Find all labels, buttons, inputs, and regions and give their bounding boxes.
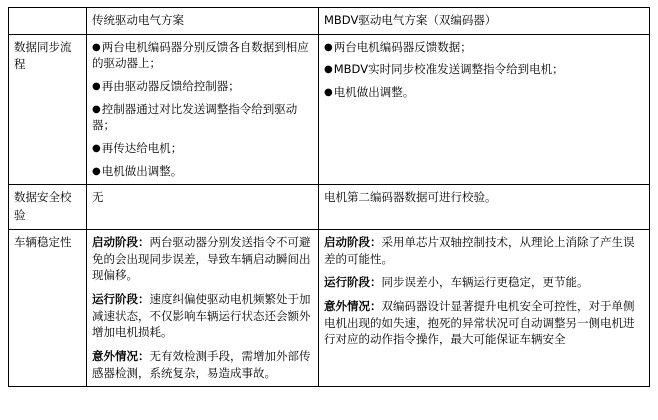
list-item [324,39,644,56]
paragraph-lead: 意外情况： [324,298,382,313]
paragraph-text: 同步误差小，车辆运行更稳定，更节能。 [381,275,589,290]
paragraph-lead: 启动阶段： [92,234,150,249]
list-item-text: MBDV实时同步校准发送调整指令给到电机； [333,62,564,77]
list-item [92,140,313,157]
paragraph-lead: 启动阶段： [324,234,382,249]
paragraph-lead: 意外情况： [92,348,150,363]
paragraph-text: 采用单芯片双轴控制技术，从理论上消除了产生误差的可能性。 [324,234,635,266]
paragraph-text: 两台驱动器分别发送指令不可避免的会出现同步误差，导致车辆启动瞬间出现偏移。 [92,234,311,283]
list-item [324,61,644,78]
header-traditional-scheme: 传统驱动电气方案 [87,8,319,35]
header-mbdv-scheme: MBDV驱动电气方案（双编码器） [319,8,650,35]
list-item [92,101,313,134]
table-row-vehicle-stability [9,229,650,386]
table-header-row [9,8,650,35]
cell-data-safety-mbdv: 电机第二编码器数据可进行校验。 [319,185,650,230]
table-row-data-safety [9,185,650,230]
list-item-text: 控制器通过对比发送调整指令给到驱动器； [92,101,298,133]
list-item [324,84,644,101]
comparison-table [8,7,650,387]
list-item-text: 再由驱动器反馈给控制器； [101,79,240,94]
cell-data-sync-mbdv [319,34,650,185]
cell-vehicle-stability-mbdv [319,229,650,386]
bullet-icon: ● [324,64,333,76]
paragraph-text: 无有效检测手段，需增加外部传感器检测，系统复杂，易造成事故。 [92,348,311,380]
paragraph [324,298,644,348]
list-item-text: 再传达给电机； [101,141,183,156]
paragraph-text: 速度纠偏使驱动电机频繁处于加减速状态，不仅影响车辆运行状态还会额外增加电机损耗。 [92,291,311,340]
list-item-text: 两台电机编码器分别反馈各自数据到相应的驱动器上； [92,39,309,71]
comparison-document [0,7,658,420]
bullet-icon: ● [92,103,101,115]
cell-data-sync-traditional [87,34,319,185]
row-label-data-sync: 数据同步流程 [9,34,87,185]
paragraph [92,348,313,381]
paragraph-text: 双编码器设计显著提升电机安全可控性，对于单侧电机出现的如失速，抱死的异常状况可自动调整另一侧电机进行对应的动作指令操作，最大可能保证车辆安全 [324,298,635,347]
paragraph-lead: 运行阶段： [92,291,150,306]
bullet-icon: ● [92,143,101,155]
list-item [92,39,313,72]
cell-data-safety-traditional: 无 [87,185,319,230]
list-item [92,163,313,180]
paragraph [324,234,644,267]
bullet-icon: ● [92,165,101,177]
paragraph-lead: 运行阶段： [324,275,382,290]
bullet-icon: ● [92,81,101,93]
cell-vehicle-stability-traditional [87,229,319,386]
header-corner-cell [9,8,87,35]
bullet-icon: ● [324,41,333,53]
table-row-data-sync [9,34,650,185]
bullet-icon: ● [92,41,101,53]
row-label-vehicle-stability: 车辆稳定性 [9,229,87,386]
row-label-data-safety: 数据安全校验 [9,185,87,230]
list-item-text: 电机做出调整。 [101,163,183,178]
list-item-text: 电机做出调整。 [333,85,415,100]
list-item [92,78,313,95]
paragraph [92,291,313,341]
paragraph [324,274,644,291]
bullet-icon: ● [324,87,333,99]
paragraph [92,234,313,284]
list-item-text: 两台电机编码器反馈数据； [333,39,472,54]
